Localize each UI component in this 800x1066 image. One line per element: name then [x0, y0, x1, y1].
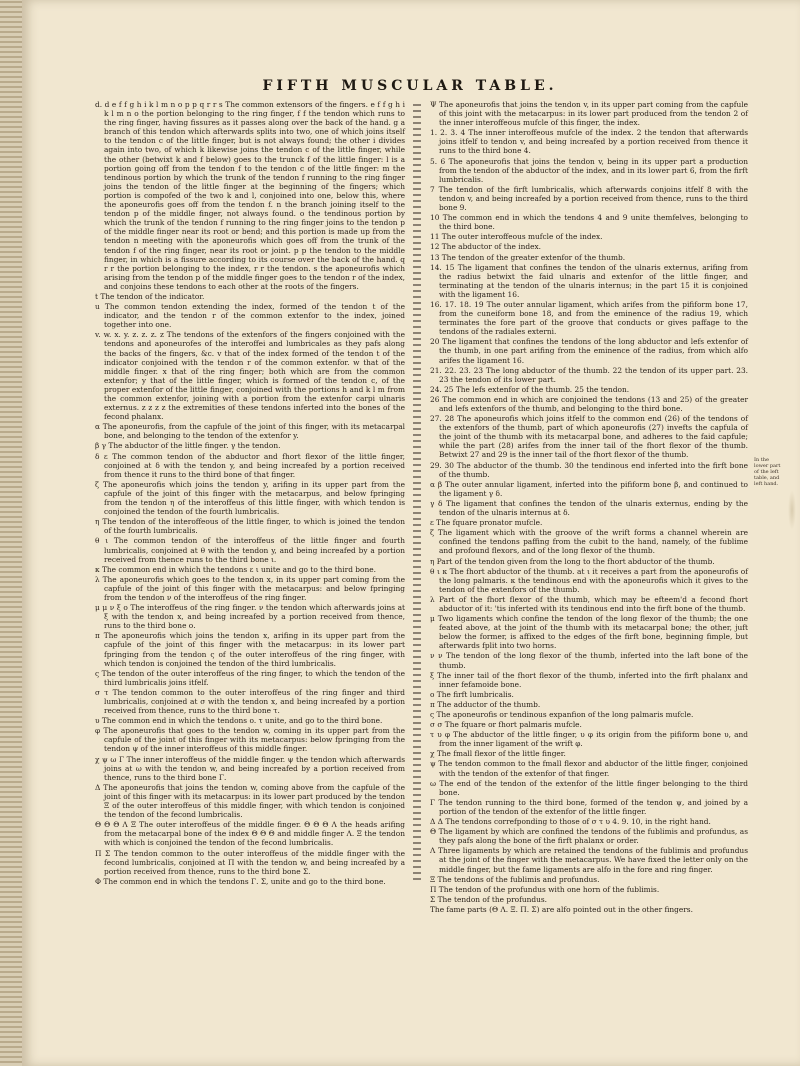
left-column: [95, 100, 405, 887]
table-entry: λ Part of the fhort flexor of the thumb, which may be efteem'd a fecond fhort abductor of it: 'tis inferted with its tendinous end into the firft bone of the thumb.: [430, 594, 748, 613]
table-entry: ς The aponeurofis or tendinous expanfion of the long palmaris mufcle.: [430, 710, 694, 719]
table-entry: 24. 25 The lefs extenfor of the thumb. 25 the tendon.: [430, 384, 630, 394]
table-entry: μ Two ligaments which confine the tendon of the long flexor of the thumb; the one feated above, at the joint of the thumb with its metacarpal bone; the other, juft below the former, is affixed to the edges of the firft bone, beginning fimple, but afterwards fplit into two horns.: [430, 614, 748, 651]
table-entry: υ The common end in which the tendons ο. τ unite, and go to the third bone.: [95, 716, 383, 726]
table-entry: Φ The common end in which the tendons Γ. Σ, unite and go to the third bone.: [95, 876, 386, 886]
right-column: [430, 100, 748, 915]
table-entry: γ δ The ligament that confines the tendon of the ulnaris externus, ending by the tendon of the ulnaris internus at δ.: [430, 498, 748, 518]
table-entry: τ υ φ The abductor of the little finger, υ φ its origin from the pifiform bone υ, and from the inner ligament of the wrift φ.: [430, 730, 748, 749]
table-entry: ο The firft lumbricalis.: [430, 689, 514, 699]
table-entry: ζ The ligament which with the groove of the wrift forms a channel wherein are confined the tendons paffing from the cubit to the hand, namely, of the fublime and profound flexors, and of the long flexor of the thumb.: [430, 528, 748, 556]
table-entry: δ ε The common tendon of the abductor and fhort flexor of the little finger, conjoined at δ with the tendon y, and being increafed by a portion received from thence it runs to the third bone of that finger.: [95, 451, 405, 479]
table-entry: t The tendon of the indicator.: [95, 291, 205, 301]
table-entry: ζ The aponeurofis which joins the tendon y, arifing in its upper part from the capfule of the joint of this finger with the metacarpus, and below fpringing from the tendon η of the interoffeus of this little finger, with which tendon is conjoined the tendon of the fourth lumbricalis.: [95, 479, 405, 517]
table-entry: σ σ The fquare or fhort palmaris mufcle.: [430, 720, 582, 730]
table-entry: 14. 15 The ligament that confines the tendon of the ulnaris externus, arifing from the radius betwixt the faid ulnaris and extenfor of the little finger, and terminating at the tendon of the ulnaris internus; in the part 15 it is conjoined with the ligament 16.: [430, 262, 748, 299]
table-entry: 7 The tendon of the firft lumbricalis, which afterwards conjoins itfelf 8 with the tendon v, and being increafed by a portion received from thence, runs to the third bone 9.: [430, 184, 748, 213]
table-entry: κ The common end in which the tendons ε ι unite and go to the third bone.: [95, 564, 376, 574]
table-entry: λ The aponeurofis which goes to the tendon x, in its upper part coming from the capfule of the joint of this finger with the metacarpus: and below fpringing from the tendon ν of the interoffeus of the ring finger.: [95, 574, 405, 602]
table-entry: ξ The inner tail of the fhort flexor of the thumb, inferted into the firft phalanx and inner fefamoide bone.: [430, 670, 748, 689]
table-entry: 10 The common end in which the tendons 4 and 9 unite themfelves, belonging to the third bone.: [430, 213, 748, 232]
table-entry: v. w. x. y. z. z. z. z The tendons of the extenfors of the fingers conjoined with the tendons and aponeurofes of the interoffei and lumbricales as they pafs along the backs of the fingers, &c. v that of the index formed of the tendon t of the indicator conjoined with the tendon r of the common extenfor. w that of the middle finger. x that of the ring finger; both which are from the common extenfor; y that of the little finger, which is formed of the tendon c, of the proper extenfor of the little finger, conjoined with the portions h and k l m from the common extenfor, joining with a portion from the extenfor carpi ulnaris externus. z z z z the extremities of these tendons inferted into the bones of the fecond phalanx.: [95, 330, 405, 422]
paper-stain: [788, 490, 796, 530]
table-entry: Π The tendon of the profundus with one horn of the fublimis.: [430, 884, 660, 894]
table-entry: The fame parts (Θ Λ. Ξ. Π. Σ) are alfo pointed out in the other fingers.: [430, 904, 693, 914]
table-entry: 12 The abductor of the index.: [430, 242, 541, 252]
table-entry: θ ι The common tendon of the interoffeus of the little finger and fourth lumbricalis, conjoined at θ with the tendon y, and being increafed by a portion received from thence runs to the third bone ι.: [95, 536, 405, 564]
table-entry: α The aponeurofis, from the capfule of the joint of this finger, with its metacarpal bone, and belonging to the tendon of the extenfor y.: [95, 422, 405, 441]
column-divider: [413, 100, 421, 880]
table-entry: Δ The aponeurofis that joins the tendon w, coming above from the capfule of the joint of this finger with its metacarpus: in its lower part produced by the tendon Ξ of the outer interoffeus of this middle finger, with which tendon is conjoined the tendon of the fecond lumbricalis.: [95, 782, 405, 820]
margin-note: In the lower part of the left table, and left hand.: [754, 457, 781, 487]
table-entry: 29. 30 The abductor of the thumb. 30 the tendinous end inferted into the firft bone of the thumb.: [430, 460, 748, 479]
page-title: FIFTH MUSCULAR TABLE.: [262, 78, 558, 94]
table-entry: Ξ The tendons of the fublimis and profundus.: [430, 874, 600, 884]
table-entry: 16. 17. 18. 19 The outer annular ligament, which arifes from the pifiform bone 17, from the cuneiform bone 18, and from the eminence of the radius 19, which terminates the fore part of the groove that conducts or gives paffage to the tendons of the radiales externi.: [430, 299, 748, 337]
table-entry: 20 The ligament that confines the tendons of the long abductor and lefs extenfor of the thumb, in one part arifing from the eminence of the radius, from which alfo arifes the ligament 16.: [430, 337, 748, 365]
table-entry: θ ι κ The fhort abductor of the thumb. at ι it receives a part from the aponeurofis of the long palmaris. κ the tendinous end with the aponeurofis which it gives to the tendon of the extenfors of the thumb.: [430, 566, 748, 594]
table-entry: 27. 28 The aponeurofis which joins itfelf to the common end (26) of the tendons of the extenfors of the thumb, part of which aponeurofis (27) invefts the capfula of the joint of the thumb with its metacarpal bone, and adheres to the faid capfule; while the part (28) arifes from the inner tail of the fhort flexor of the thumb. Betwixt 27 and 29 is the inner tail of the fhort flexor of the thumb.: [430, 414, 748, 460]
table-entry: 26 The common end in which are conjoined the tendons (13 and 25) of the greater and lefs extenfors of the thumb, and belonging to the third bone.: [430, 394, 748, 413]
table-entry: η Part of the tendon given from the long to the fhort abductor of the thumb.: [430, 556, 715, 566]
table-entry: 11 The outer interoffeous mufcle of the index.: [430, 232, 603, 242]
table-entry: Π Σ The tendon common to the outer interoffeus of the middle finger with the fecond lumbricalis, conjoined at Π with the tendon w, and being increafed by a portion received from thence, runs to the third bone Σ.: [95, 848, 405, 876]
table-entry: χ The fmall flexor of the little finger.: [430, 749, 566, 759]
table-entry: μ μ ν ξ ο The interoffeus of the ring finger. ν the tendon which afterwards joins at ξ with the tendon x, and being increafed by a portion received from thence, runs to the third bone ο.: [95, 603, 405, 631]
table-entry: 21. 22. 23. 23 The long abductor of the thumb. 22 the tendon of its upper part. 23. 23 the tendon of its lower part.: [430, 365, 748, 384]
table-entry: ν ν The tendon of the long flexor of the thumb, inferted into the laft bone of the thumb.: [430, 651, 748, 670]
table-entry: u The common tendon extending the index, formed of the tendon t of the indicator, and the tendon r of the common extenfor to the index, joined together into one.: [95, 302, 405, 330]
table-entry: ω The end of the tendon of the extenfor of the little finger belonging to the third bone.: [430, 778, 748, 797]
table-entry: d. d e f f g h i k l m n o p p q r r s The common extensors of the fingers. e f f g h i k l m n o the portion belonging to the ring finger, f f the tendon which runs to the ring finger, having fissures as it passes along over the back of the hand. g a branch of this tendon which afterwards splits into two, one of which joins itself to the tendon c of the little finger, but is not always found; the other i divides again into two, of which k likewise joins the tendon c of the little finger, while the other (betwixt k and f below) goes to the trunck f of the little finger: l is a portion going off from the tendon f to the tendon c of the little finger: m the tendinous portion by which the trunk of the tendon f running to the ring finger joins the tendon of the little finger at the beginning of the fingers; which portion is compofed of the two k and l, conjoined into one, below this, where the aponeurofis goes off from the tendon f. n the branch joining itself to the tendon p of the middle finger, not always found. o the tendinous portion by which the trunk of the tendon f running to the ring finger joins to the tendon p of the middle finger near its root or bend; and this portion is made up from the tendon n meeting with the aponeurofis which goes off from the trunk of the tendon f of the ring finger, near its root or joint. p p the tendon to the middle finger, in which is a fissure according to its course over the back of the hand. q r r the portion belonging to the index, r r the tendon. s the aponeurofis which arising from the tendon p of the middle finger goes to the tendon r of the index, and conjoins these tendons to each other at the roots of the fingers.: [95, 100, 405, 291]
table-entry: ε The fquare pronator mufcle.: [430, 518, 543, 528]
table-entry: Λ Three ligaments by which are retained the tendons of the fublimis and profundus at the joint of the finger with the metacarpus. We have fixed the letter only on the middle finger, but the fame ligaments are alfo in the fore and ring finger.: [430, 846, 748, 874]
table-entry: φ The aponeurofis that goes to the tendon w, coming in its upper part from the capfule of the joint of this finger with its metacarpus: below fpringing from the tendon ψ of the inner interoffeus of this middle finger.: [95, 726, 405, 754]
table-entry: π The adductor of the thumb.: [430, 699, 541, 709]
table-entry: Σ The tendon of the profundus.: [430, 894, 547, 904]
table-entry: η The tendon of the interoffeous of the little finger, to which is joined the tendon of the fourth lumbricalis.: [95, 517, 405, 536]
table-entry: ς The tendon of the outer interoffeus of the ring finger, to which the tendon of the third lumbricalis joins itfelf.: [95, 668, 405, 687]
table-entry: β γ The abductor of the little finger. γ the tendon.: [95, 441, 281, 451]
table-entry: 5. 6 The aponeurofis that joins the tendon v, being in its upper part a production from the tendon of the abductor of the index, and in its lower part 6, from the firft lumbricalis.: [430, 156, 748, 184]
table-entry: Θ The ligament by which are confined the tendons of the fublimis and profundus, as they pafs along the bone of the firft phalanx or order.: [430, 827, 748, 846]
table-entry: Θ Θ Θ Λ Ξ The outer interoffeus of the middle finger. Θ Θ Θ Λ the heads arifing from the metacarpal bone of the index Θ Θ Θ and middle finger Λ. Ξ the tendon with which is conjoined the tendon of the fecond lumbricalis.: [95, 820, 405, 848]
book-binding: [0, 0, 24, 1066]
table-entry: σ τ The tendon common to the outer interoffeus of the ring finger and third lumbricalis, conjoined at σ with the tendon x, and being increafed by a portion received from thence, runs to the third bone τ.: [95, 687, 405, 716]
table-entry: Γ The tendon running to the third bone, formed of the tendon ψ, and joined by a portion of the tendon of the extenfor of the little finger.: [430, 797, 748, 816]
table-entry: 13 The tendon of the greater extenfor of the thumb.: [430, 252, 626, 262]
table-entry: Ψ The aponeurofis that joins the tendon v, in its upper part coming from the capfule of this joint with the metacarpus: in its lower part produced from the tendon 2 of the inner interoffeous mufcle of this finger, the index.: [430, 100, 748, 128]
table-entry: π The aponeurofis which joins the tendon x, arifing in its upper part from the capfule of the joint of this finger with the metacarpus: in its lower part fpringing from the tendon ς of the outer interoffeus of the ring finger, with which tendon is conjoined the tendon of the third lumbricalis.: [95, 631, 405, 668]
table-entry: ψ The tendon common to the fmall flexor and abductor of the little finger, conjoined with the tendon of the extenfor of that finger.: [430, 759, 748, 778]
table-entry: α β The outer annular ligament, inferted into the pifiform bone β, and continued to the ligament γ δ.: [430, 479, 748, 498]
table-entry: χ ψ ω Γ The inner interoffeus of the middle finger. ψ the tendon which afterwards joins at ω with the tendon w, and being increafed by a portion received from thence, runs to the third bone Γ.: [95, 754, 405, 782]
table-entry: 1. 2. 3. 4 The inner interoffeous mufcle of the index. 2 the tendon that afterwards joins itfelf to tendon v, and being increafed by a portion received from thence it runs to the third bone 4.: [430, 128, 748, 156]
table-entry: Δ Δ The tendons correfponding to those of σ τ υ 4. 9. 10, in the right hand.: [430, 817, 711, 827]
